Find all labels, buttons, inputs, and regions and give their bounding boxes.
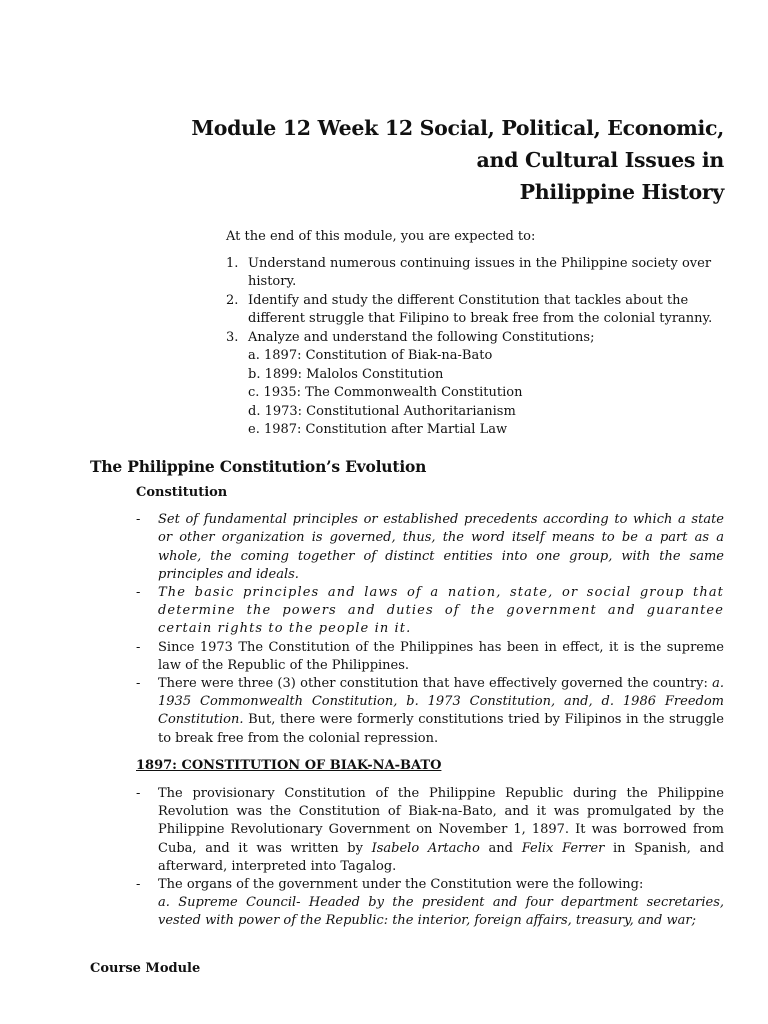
section-heading: The Philippine Constitution’s Evolution — [90, 457, 427, 476]
module-title — [164, 112, 724, 208]
objective-text-group — [248, 329, 728, 440]
bullet-text: Set of fundamental principles or established precedents according to which a state or other organization is governed, thus, the word itself means to be a part as a whole, the coming together of distinct entities into one group, with the same principles and ideals. — [158, 512, 724, 582]
biak-na-bato-heading: 1897: CONSTITUTION OF BIAK-NA-BATO — [136, 757, 442, 773]
bullet-item — [136, 584, 724, 639]
bullet-text: Since 1973 The Constitution of the Philippines has been in effect, it is the supreme law of the Republic of the Philippines. — [158, 639, 724, 673]
bullet-text — [158, 785, 724, 876]
objective-item — [226, 329, 728, 440]
bullet-text — [158, 675, 724, 748]
objective-text: Analyze and understand the following Constitutions; — [248, 329, 595, 345]
title-line-2: and Cultural Issues in — [476, 148, 724, 172]
constitution-list-item: e. 1987: Constitution after Martial Law — [248, 422, 508, 437]
bullet-text-part: The provisionary Constitution of the Philippine Republic during the Philippine Revolution was the Constitution of Biak-na-Bato, and it was promulgated by the Philippine Revolutionary Government on November 1, 1897. It was borrowed from Cuba, and it was written by — [158, 786, 724, 856]
bullet-dash: - — [136, 512, 141, 528]
objective-number: 1. — [226, 255, 239, 271]
constitution-list-item: b. 1899: Malolos Constitution — [248, 366, 444, 382]
constitution-list-item: c. 1935: The Commonwealth Constitution — [248, 385, 523, 400]
bullet-dash: - — [136, 639, 141, 655]
objective-number: 2. — [226, 292, 239, 308]
section-content — [136, 484, 724, 931]
supreme-council-text: a. Supreme Council- Headed by the president and four department secretaries, vested with power of the Republic: the interior, foreign affairs, treasury, and war; — [158, 895, 724, 929]
bullet-text-part: There were three (3) other constitution that have effectively governed the country: — [158, 676, 713, 692]
author-name: Felix Ferrer — [521, 840, 605, 856]
objective-number: 3. — [226, 329, 239, 345]
constitution-names: a. 1935 Commonwealth Constitution, b. 1973 Constitution, and, d. 1986 Freedom Constitution. — [158, 676, 724, 728]
biak-na-bato-list — [136, 785, 724, 931]
bullet-item — [136, 785, 724, 876]
title-line-1: Module 12 Week 12 Social, Political, Economic, — [191, 116, 724, 140]
bullet-dash: - — [136, 676, 141, 692]
bullet-text-part: But, there were formerly constitutions tried by Filipinos in the struggle to break free from the colonial repression. — [158, 712, 724, 746]
constitution-list-item: d. 1973: Constitutional Authoritarianism — [248, 403, 516, 419]
subsection-heading: Constitution — [136, 485, 228, 500]
author-name: Isabelo Artacho — [371, 840, 480, 856]
bullet-dash: - — [136, 877, 141, 893]
bullet-text-part: in Spanish, and afterward, interpreted into Tagalog. — [158, 840, 725, 874]
objective-item — [226, 255, 728, 292]
bullet-item — [136, 511, 724, 584]
bullet-text: The basic principles and laws of a nation, state, or social group that determine the powers and duties of the government and guarantee certain rights to the people in it. — [158, 585, 724, 637]
bullet-dash: - — [136, 786, 141, 802]
constitution-list-item: a. 1897: Constitution of Biak-na-Bato — [248, 348, 493, 363]
bullet-item — [136, 675, 724, 748]
learning-objectives — [226, 228, 728, 440]
objective-item — [226, 292, 728, 329]
title-line-3: Philippine History — [519, 180, 724, 204]
bullet-dash: - — [136, 585, 141, 601]
objective-text: Understand numerous continuing issues in the Philippine society over history. — [248, 255, 712, 289]
bullet-item — [136, 639, 724, 675]
objectives-list — [226, 255, 728, 440]
bullet-item — [136, 876, 724, 931]
constitution-definitions — [136, 511, 724, 748]
objective-text: Identify and study the different Constitution that tackles about the different struggle that Filipino to break free from the colonial tyranny. — [248, 292, 713, 326]
bullet-text: The organs of the government under the Constitution were the following: — [158, 877, 644, 893]
bullet-text-part: and — [479, 840, 522, 856]
objectives-intro: At the end of this module, you are expected to: — [226, 229, 536, 244]
footer-label: Course Module — [90, 961, 201, 976]
bullet-text-group — [158, 876, 724, 931]
